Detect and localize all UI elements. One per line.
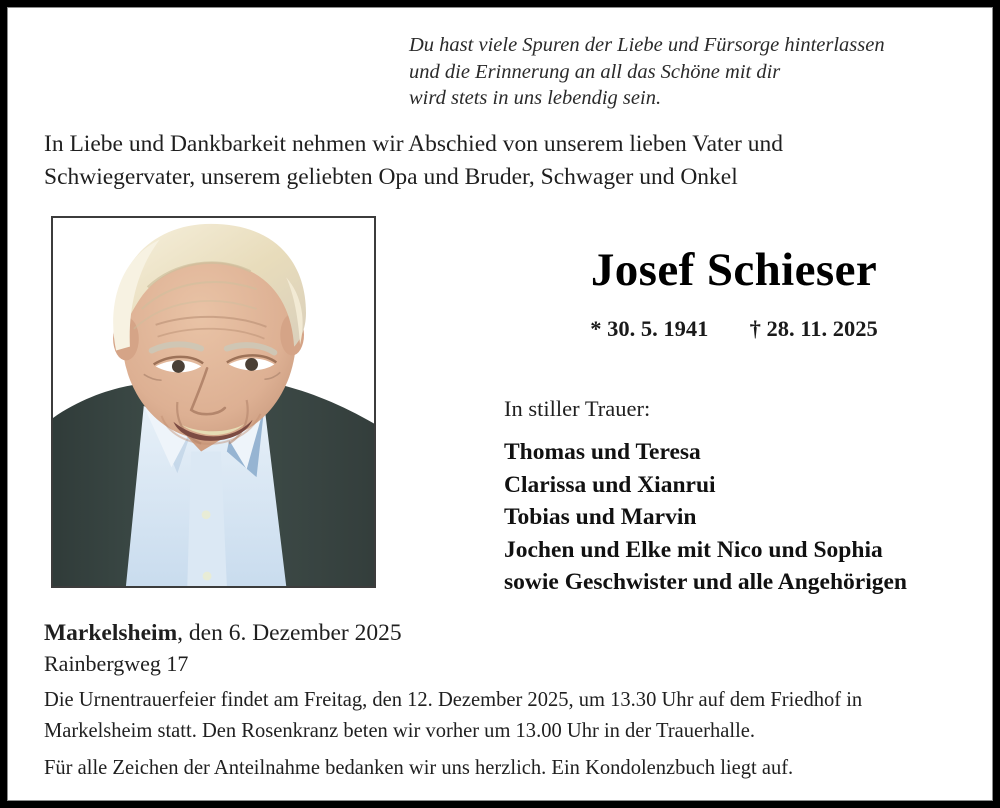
notice-date: , den 6. Dezember 2025	[177, 620, 402, 646]
mourner-line: sowie Geschwister und alle Angehörigen	[504, 569, 907, 595]
portrait-illustration	[53, 218, 374, 586]
life-dates	[504, 316, 964, 342]
birth-star-icon: *	[590, 316, 602, 341]
birth-date: 30. 5. 1941	[607, 316, 709, 341]
intro-line-1	[44, 128, 961, 161]
mourner-line: Jochen und Elke mit Nico und Sophia	[504, 536, 883, 563]
death-cross-icon: †	[749, 316, 761, 341]
portrait-photo	[51, 216, 376, 588]
mourner-line: Thomas und Teresa	[504, 439, 701, 465]
epigraph-verse	[409, 32, 969, 112]
mourner-line: Tobias und Marvin	[504, 504, 697, 530]
place-date-line	[44, 620, 402, 647]
death-date: 28. 11. 2025	[766, 316, 878, 341]
intro-line-2: Schwiegervater, unserem geliebten Opa und Bruder, Schwager und Onkel	[44, 164, 738, 190]
ceremony-line-2: Markelsheim statt. Den Rosenkranz beten wir vorher um 13.00 Uhr in der Trauerhalle.	[44, 718, 756, 742]
deceased-name: Josef Schieser	[590, 244, 878, 296]
epigraph-line-2: und die Erinnerung an all das Schöne mit dir	[409, 60, 781, 83]
mourners-list	[504, 436, 907, 599]
intro-line-1-text: In Liebe und Dankbarkeit nehmen wir Abschied von unserem lieben Vater und	[44, 131, 783, 157]
place-name: Markelsheim	[44, 620, 178, 646]
mourner-line: Clarissa und Xianrui	[504, 471, 716, 498]
mourning-label: In stiller Trauer:	[504, 396, 651, 421]
street-address: Rainbergweg 17	[44, 651, 189, 676]
ceremony-paragraph	[44, 684, 923, 746]
intro-paragraph	[44, 128, 961, 194]
epigraph-line-1: Du hast viele Spuren der Liebe und Fürsorge hinterlassen	[409, 34, 885, 56]
epigraph-line-3: wird stets in uns lebendig sein.	[409, 87, 662, 109]
ceremony-line-1: Die Urnentrauerfeier findet am Freitag, den 12. Dezember 2025, um 13.30 Uhr auf dem Friedhof in	[44, 687, 863, 711]
thanks-paragraph: Für alle Zeichen der Anteilnahme bedanken wir uns herzlich. Ein Kondolenzbuch liegt auf.	[44, 755, 794, 779]
